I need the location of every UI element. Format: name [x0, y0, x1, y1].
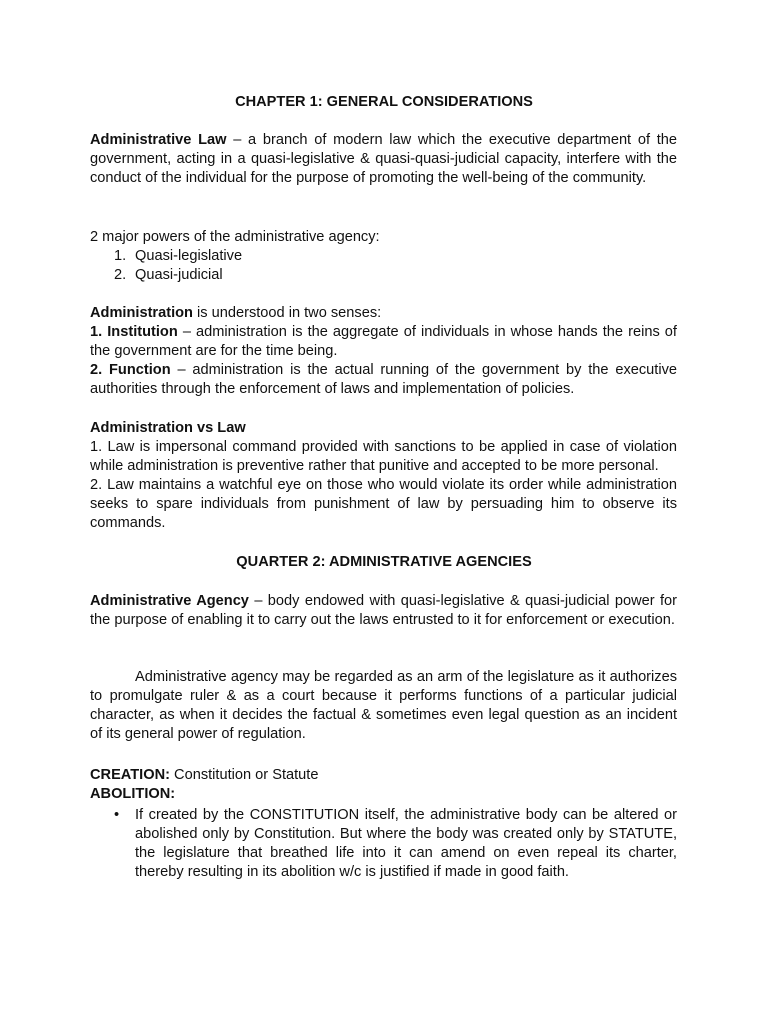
- sense-text: – administration is the aggregate of individuals in whose hands the reins of the government are for the time being.: [90, 324, 677, 359]
- abolition-list: [90, 806, 677, 882]
- sense-institution: [90, 323, 677, 361]
- admin-law-term: Administrative Law: [90, 132, 227, 148]
- list-item: [90, 806, 677, 882]
- creation-value: Constitution or Statute: [170, 767, 319, 783]
- sense-text: – administration is the actual running of the government by the executive authorities through the enforcement of laws and implementation of policies.: [90, 362, 677, 397]
- creation-line: [90, 766, 677, 785]
- powers-list: [90, 247, 242, 285]
- powers-intro: 2 major powers of the administrative agency:: [90, 229, 380, 245]
- bullet-icon: •: [114, 807, 120, 823]
- bullet-text: If created by the CONSTITUTION itself, the administrative body can be altered or abolished only by Constitution. But where the body was created only by STATUTE, the legislature that breathed life into it can amend on even repeal its charter, thereby resulting in its abolition w/c is justified if made in good faith.: [135, 807, 677, 880]
- agency-term: Administrative Agency: [90, 593, 249, 609]
- sense-term: 1. Institution: [90, 324, 178, 340]
- chapter-heading: CHAPTER 1: GENERAL CONSIDERATIONS: [235, 94, 533, 110]
- list-number: 2.: [114, 267, 127, 283]
- list-item: [90, 247, 242, 266]
- vs-point-2: 2. Law maintains a watchful eye on those who would violate its order while administration seeks to spare individuals from punishment of law by persuading him to observe its commands.: [90, 477, 677, 531]
- creation-label: CREATION:: [90, 767, 170, 783]
- list-label: Quasi-judicial: [135, 267, 223, 283]
- administration-intro-text: is understood in two senses:: [192, 305, 382, 321]
- agency-paragraph: Administrative agency may be regarded as an arm of the legislature as it authorizes to promulgate ruler & as a court because it performs functions of a particular judicial character, as when it decides the factual & sometimes even legal question as an incident of its general power of regulation.: [90, 669, 677, 742]
- sense-term: 2. Function: [90, 362, 171, 378]
- list-item: [90, 266, 242, 285]
- list-number: 1.: [114, 248, 127, 264]
- agency-definition: [90, 592, 677, 630]
- sense-function: [90, 361, 677, 399]
- vs-heading: Administration vs Law: [90, 420, 246, 436]
- abolition-label: ABOLITION:: [90, 786, 176, 802]
- vs-point-1: 1. Law is impersonal command provided with sanctions to be applied in case of violation while administration is preventive rather that punitive and accepted to be more personal.: [90, 439, 677, 474]
- administration-intro: [90, 304, 677, 323]
- quarter-heading: QUARTER 2: ADMINISTRATIVE AGENCIES: [236, 554, 532, 570]
- list-label: Quasi-legislative: [135, 248, 243, 264]
- administration-term: Administration: [90, 305, 193, 321]
- admin-law-definition: [90, 131, 677, 188]
- admin-law-text: – a branch of modern law which the executive department of the government, acting in a quasi-legislative & quasi-quasi-judicial capacity, interfere with the conduct of the individual for the purpose of promoting the well-being of the community.: [90, 132, 677, 186]
- agency-text: – body endowed with quasi-legislative & quasi-judicial power for the purpose of enabling it to carry out the laws entrusted to it for enforcement or execution.: [90, 593, 677, 628]
